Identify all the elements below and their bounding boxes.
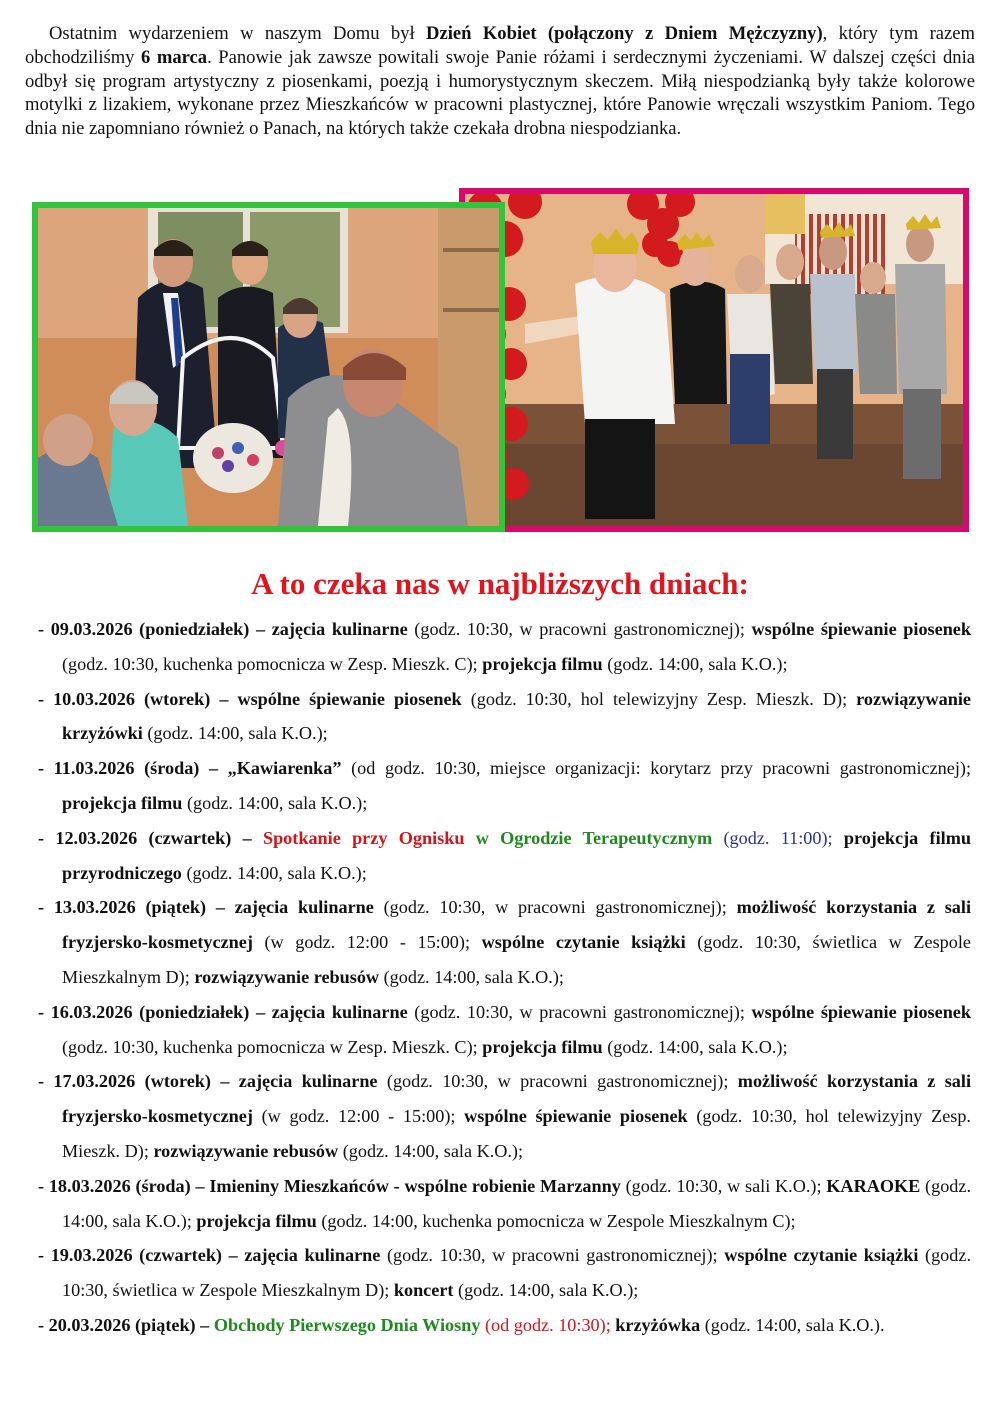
bold-text: - 09.03.2026 (poniedziałek) – zajęcia kulinarne xyxy=(38,619,408,639)
bold-text: - 13.03.2026 (piątek) – zajęcia kulinarne xyxy=(38,897,374,918)
schedule-item xyxy=(38,1169,971,1239)
bold-text: projekcja filmu xyxy=(482,1036,603,1057)
bold-text: rozwiązywanie rebusów xyxy=(153,1140,339,1161)
text-run: (w godz. 12:00 - 15:00); xyxy=(252,1106,465,1127)
photo-womens-day xyxy=(32,202,505,532)
text-run: (godz. 10:30, w pracowni gastronomicznej); xyxy=(380,1245,725,1266)
text-run: (godz. 14:00, sala K.O.); xyxy=(181,862,367,883)
schedule-item xyxy=(38,1064,971,1168)
text-run: (godz. 14:00, sala K.O.); xyxy=(338,1140,524,1161)
bold-text: możliwość korzystania z sali fryzjersko-kosmetycznej xyxy=(62,897,972,953)
bold-text: - 12.03.2026 (czwartek) – xyxy=(38,827,263,848)
bold-text: - 16.03.2026 (poniedziałek) – zajęcia kulinarne xyxy=(38,1001,408,1022)
text-run: (godz. 10:30, hol telewizyjny Zesp. Mieszk. D); xyxy=(461,688,857,709)
bold-text: - 20.03.2026 (piątek) – xyxy=(38,1314,214,1335)
text-run: (godz. 10:30, kuchenka pomocnicza w Zesp. Mieszk. C); xyxy=(62,1036,483,1057)
womens-day-image xyxy=(38,208,499,526)
schedule-item xyxy=(38,995,971,1065)
bold-text: - 10.03.2026 (wtorek) – wspólne śpiewanie piosenek xyxy=(38,688,462,709)
bold-text: w Ogrodzie Terapeutycznym xyxy=(464,827,713,848)
bold-text: 6 marca xyxy=(141,46,208,68)
bold-text: Obchody Pierwszego Dnia Wiosny xyxy=(213,1314,481,1335)
bold-text: krzyżówka xyxy=(610,1314,701,1335)
text-run: (godz. 10:30, hol telewizyjny Zesp. Mieszk. D); xyxy=(62,1106,971,1161)
text-run: (godz. 10:30, w pracowni gastronomicznej); xyxy=(407,1001,752,1022)
bold-text: rozwiązywanie krzyżówki xyxy=(62,688,971,744)
events-schedule xyxy=(38,612,971,1343)
bold-text: projekcja filmu xyxy=(482,653,603,674)
bold-text: wspólne czytanie książki xyxy=(481,932,686,953)
text-run: . Panowie jak zawsze powitali swoje Panie różami i serdecznymi życzeniami. W dalszej części dnia odbył się program artystyczny z piosenkami, poezją i humorystycznym skeczem. Miłą niespodzianką były także kolorowe motylki z lizakiem, wykonane przez Mieszkańców w pracowni plastycznej, które Panowie wręczali wszystkim Paniom. Tego dnia nie zapomniano również o Panach, na których także czekała drobna niespodzianka. xyxy=(25,46,976,140)
schedule-item xyxy=(38,821,971,891)
schedule-item xyxy=(38,751,971,821)
intro-paragraph xyxy=(25,22,975,141)
text-run: (godz. 14:00, kuchenka pomocnicza w Zespole Mieszkalnym C); xyxy=(316,1210,796,1231)
bold-text: wspólne śpiewanie piosenek xyxy=(464,1106,688,1127)
text-run: (w godz. 12:00 - 15:00); xyxy=(252,932,482,953)
bold-text: możliwość korzystania z sali fryzjersko-kosmetycznej xyxy=(62,1071,972,1127)
schedule-item xyxy=(38,682,971,752)
text-run: (od godz. 10:30, miejsce organizacji: korytarz przy pracowni gastronomicznej); xyxy=(341,758,971,779)
upcoming-events-heading: A to czeka nas w najbliższych dniach: xyxy=(251,566,749,601)
bold-text: rozwiązywanie rebusów xyxy=(194,966,380,987)
text-run: (od godz. 10:30); xyxy=(480,1314,611,1335)
bold-text: KARAOKE xyxy=(826,1175,921,1196)
schedule-item xyxy=(38,1308,971,1343)
text-run: (godz. 10:30, w pracowni gastronomicznej); xyxy=(407,619,752,639)
text-run: (godz. 10:30, świetlica w Zespole Mieszkalnym D); xyxy=(62,1245,971,1301)
bold-text: projekcja filmu xyxy=(196,1210,317,1231)
text-run: (godz. 10:30, kuchenka pomocnicza w Zesp. Mieszk. C); xyxy=(62,653,483,674)
text-run: Ostatnim wydarzeniem w naszym Domu był xyxy=(49,23,427,44)
bold-text: wspólne czytanie książki xyxy=(724,1245,919,1266)
bold-text: - 18.03.2026 (środa) – Imieniny Mieszkańców - wspólne robienie Marzanny xyxy=(38,1175,621,1196)
bold-text: - 11.03.2026 (środa) – „Kawiarenka” xyxy=(38,758,342,779)
text-run: , który tym razem obchodziliśmy xyxy=(25,23,976,68)
schedule-item xyxy=(38,890,971,994)
text-run: (godz. 10:30, w pracowni gastronomicznej); xyxy=(373,897,737,918)
text-run: (godz. 11:00); xyxy=(712,827,833,848)
bold-text: projekcja filmu xyxy=(62,792,183,813)
bold-text: projekcja filmu przyrodniczego xyxy=(62,827,971,883)
text-run: (godz. 14:00, sala K.O.); xyxy=(379,966,564,987)
bold-text: koncert xyxy=(393,1280,454,1301)
text-run: (godz. 14:00, sala K.O.); xyxy=(62,1175,971,1231)
text-run: (godz. 14:00, sala K.O.); xyxy=(453,1280,639,1301)
bold-text: wspólne śpiewanie piosenek xyxy=(751,619,971,639)
bold-text: - 17.03.2026 (wtorek) – zajęcia kulinarne xyxy=(38,1071,378,1092)
bold-text: Spotkanie przy Ognisku xyxy=(262,827,465,848)
bold-text: - 19.03.2026 (czwartek) – zajęcia kulinarne xyxy=(38,1245,381,1266)
schedule-item xyxy=(38,1238,971,1308)
intro-article xyxy=(25,22,975,141)
text-run: (godz. 10:30, w sali K.O.); xyxy=(620,1175,827,1196)
text-run: (godz. 14:00, sala K.O.); xyxy=(142,723,328,744)
text-run: (godz. 10:30, świetlica w Zespole Mieszkalnym D); xyxy=(62,932,971,987)
photo-dance-party xyxy=(459,188,969,532)
bold-text: wspólne śpiewanie piosenek xyxy=(751,1001,971,1022)
schedule-item xyxy=(38,612,971,682)
text-run: (godz. 14:00, sala K.O.); xyxy=(182,792,368,813)
text-run: (godz. 14:00, sala K.O.); xyxy=(602,1036,788,1057)
text-run: (godz. 14:00, sala K.O.); xyxy=(602,653,788,674)
bold-text: Dzień Kobiet (połączony z Dniem Mężczyzny) xyxy=(426,23,823,44)
text-run: (godz. 10:30, w pracowni gastronomicznej); xyxy=(377,1071,738,1092)
text-run: (godz. 14:00, sala K.O.). xyxy=(700,1314,885,1335)
dance-party-image xyxy=(465,194,963,526)
